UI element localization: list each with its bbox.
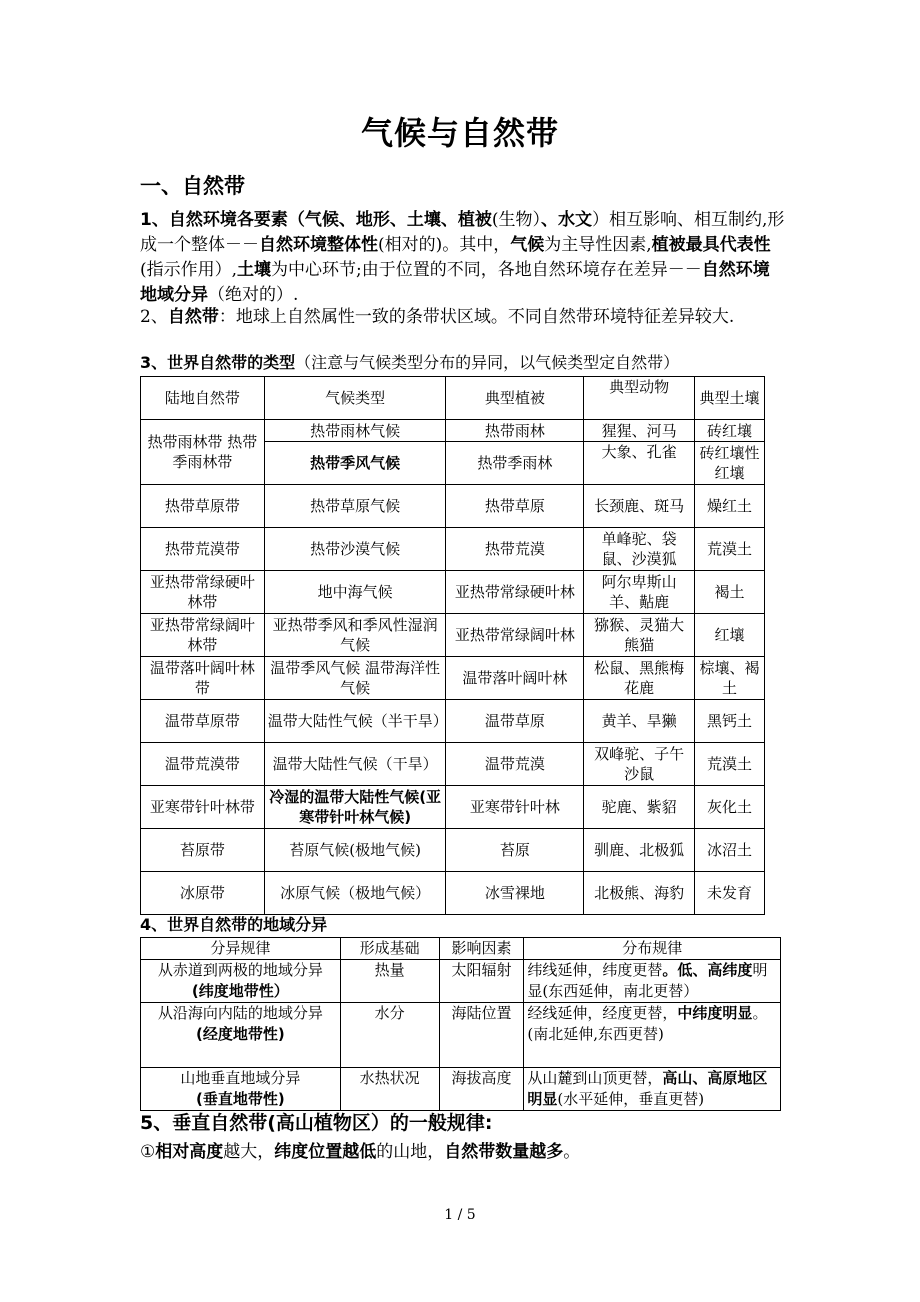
cell: 黑钙土 (695, 700, 765, 743)
natural-zones-table (140, 376, 765, 915)
cell: 温带大陆性气候（干旱） (264, 743, 446, 786)
cell: 松鼠、黑熊梅花鹿 (584, 657, 695, 700)
page-title: 气候与自然带 (360, 114, 559, 152)
cell: 猩猩、河马 (584, 420, 695, 442)
p1-n: （绝对的）. (208, 285, 299, 305)
p1-m: 自然环境地域分异 (140, 260, 770, 305)
rule-text: 从赤道到两极的地域分异 (157, 961, 323, 979)
header-cell: 典型土壤 (695, 377, 765, 420)
rule-bold-text: (垂直地带性) (195, 1090, 285, 1108)
cell: 亚热带常绿硬叶林 (446, 571, 584, 614)
cell: 阿尔卑斯山羊、黇鹿 (584, 571, 695, 614)
table-1-caption (140, 353, 679, 373)
rule-bold-text: (经度地带性) (195, 1025, 285, 1043)
cell: 冰原带 (141, 872, 265, 915)
p1-b: (生物） (491, 210, 541, 230)
cell: 驯鹿、北极狐 (584, 829, 695, 872)
header-cell: 分异规律 (141, 938, 341, 960)
cell: 温带大陆性气候（半干旱） (264, 700, 446, 743)
section-1-heading: 一、自然带 (140, 174, 245, 198)
header-cell: 形成基础 (340, 938, 439, 960)
table-row (141, 571, 765, 614)
cell: 亚寒带针叶林带 (141, 786, 265, 829)
cell: 热带草原气候 (264, 485, 446, 528)
cell: 长颈鹿、斑马 (584, 485, 695, 528)
p1-c: 、水文 (540, 210, 592, 230)
table-row (141, 1003, 781, 1068)
cell: 黄羊、旱獭 (584, 700, 695, 743)
cell: 冰原气候（极地气候） (264, 872, 446, 915)
cell: 冰沼土 (695, 829, 765, 872)
cell: 热量 (340, 960, 439, 1003)
dist-c: 。 (752, 1004, 768, 1022)
rule1-e: 的山地， (376, 1142, 445, 1162)
cell (141, 960, 341, 1003)
dist-b: 中纬度明显 (677, 1004, 753, 1022)
dist-c: 明显(东西延伸，南北更替） (527, 961, 768, 1000)
t2-caption-text: 4、世界自然带的地域分异 (140, 915, 328, 934)
p1-f: (相对的)。其中， (378, 235, 511, 255)
dist-c: (水平延伸，垂直更替) (557, 1090, 705, 1108)
cell: 热带季雨林 (446, 442, 584, 485)
p1-j: (指示作用）, (140, 260, 238, 280)
rule1-d: 纬度位置越低 (274, 1142, 377, 1162)
p2-b: 自然带 (167, 307, 219, 327)
paragraph-2 (140, 305, 785, 330)
table-row (141, 485, 765, 528)
cell: 驼鹿、紫貂 (584, 786, 695, 829)
cell: 灰化土 (695, 786, 765, 829)
p1-i: 植被最具代表性 (651, 235, 771, 255)
cell: 单峰驼、袋鼠、沙漠狐 (584, 528, 695, 571)
rule1-c: 越大， (223, 1142, 275, 1162)
cell (524, 1003, 781, 1068)
cell: 温带草原带 (141, 700, 265, 743)
cell: 冰雪裸地 (446, 872, 584, 915)
cell: 大象、孔雀 (584, 442, 695, 485)
cell: 苔原 (446, 829, 584, 872)
cell: 海拔高度 (439, 1068, 524, 1111)
cell: 温带荒漠带 (141, 743, 265, 786)
header-cell: 影响因素 (439, 938, 524, 960)
table-row (141, 614, 765, 657)
cell (141, 1068, 341, 1111)
cell: 荒漠土 (695, 743, 765, 786)
header-cell: 陆地自然带 (141, 377, 265, 420)
dist-a: 纬线延伸，纬度更替 (527, 961, 663, 979)
table-row (141, 420, 765, 442)
cell-bold-text: 热带季风气候 (310, 454, 401, 472)
table-2-caption (140, 915, 327, 935)
cell: 褐土 (695, 571, 765, 614)
cell: 热带雨林 (446, 420, 584, 442)
t1-caption-a: 3、世界自然带的类型 (140, 353, 296, 372)
p1-l: 为中心环节;由于位置的不同，各地自然环境存在差异－－ (271, 260, 702, 280)
cell: 红壤 (695, 614, 765, 657)
cell: 热带荒漠 (446, 528, 584, 571)
p1-k: 土壤 (237, 260, 272, 280)
cell: 砖红壤 (695, 420, 765, 442)
cell: 荒漠土 (695, 528, 765, 571)
cell: 亚热带常绿阔叶林 (446, 614, 584, 657)
table-row (141, 829, 765, 872)
table-row (141, 700, 765, 743)
header-cell: 典型植被 (446, 377, 584, 420)
cell: 棕壤、褐土 (695, 657, 765, 700)
header-cell: 分布规律 (524, 938, 781, 960)
cell: 苔原气候(极地气候) (264, 829, 446, 872)
rule-text: 从沿海向内陆的地域分异 (157, 1004, 323, 1022)
cell: 地中海气候 (264, 571, 446, 614)
dist-b: 高山、高原地区明显 (527, 1069, 768, 1108)
section-5-heading: 5、垂直自然带(高山植物区）的一般规律: (140, 1112, 493, 1134)
header-cell: 典型动物 (584, 377, 695, 420)
cell: 亚热带常绿阔叶林带 (141, 614, 265, 657)
cell: 热带雨林气候 (264, 420, 446, 442)
p1-d: ）相互影响、相互制约,形成一个整体－－ (140, 210, 785, 255)
p1-e: 自然环境整体性 (259, 235, 378, 255)
cell (141, 1003, 341, 1068)
cell (524, 960, 781, 1003)
p2-a: 2、 (140, 307, 168, 327)
table-row (141, 1068, 781, 1111)
table-row (141, 657, 765, 700)
cell (524, 1068, 781, 1111)
cell: 北极熊、海豹 (584, 872, 695, 915)
p1-a: 1、自然环境各要素（气候、地形、土壤、植被 (140, 210, 492, 230)
cell: 温带荒漠 (446, 743, 584, 786)
t1-caption-b: （注意与气候类型分布的异同，以气候类型定自然带） (295, 353, 680, 372)
table-row (141, 872, 765, 915)
cell: 水分 (340, 1003, 439, 1068)
dist-b: 。低、高纬度 (662, 961, 753, 979)
dist-d: (南北延伸,东西更替) (527, 1025, 664, 1043)
rule1-f: 自然带数量越多 (444, 1142, 564, 1162)
rule1-b: 相对高度 (155, 1142, 224, 1162)
cell: 温带落叶阔叶林 (446, 657, 584, 700)
table-row (141, 528, 765, 571)
table-row (141, 786, 765, 829)
rule-bold-text: (纬度地带性） (191, 982, 289, 1000)
cell: 水热状况 (340, 1068, 439, 1111)
cell: 双峰驼、子午沙鼠 (584, 743, 695, 786)
cell: 亚寒带针叶林 (446, 786, 584, 829)
table-row (141, 960, 781, 1003)
cell: 太阳辐射 (439, 960, 524, 1003)
cell: 热带草原带 (141, 485, 265, 528)
cell (264, 442, 446, 485)
header-cell: 气候类型 (264, 377, 446, 420)
cell: 海陆位置 (439, 1003, 524, 1068)
cell: 未发育 (695, 872, 765, 915)
cell (264, 786, 446, 829)
page-number: 1 / 5 (444, 1207, 476, 1223)
cell: 热带雨林带 热带季雨林带 (141, 420, 265, 485)
dist-a: 从山麓到山顶更替， (527, 1069, 663, 1087)
rule1-a: ① (140, 1142, 156, 1162)
cell: 亚热带季风和季风性湿润气候 (264, 614, 446, 657)
p2-c: ：地球上自然属性一致的条带状区域。不同自然带环境特征差异较大. (218, 307, 735, 327)
rule-text: 山地垂直地域分异 (180, 1069, 301, 1087)
cell: 苔原带 (141, 829, 265, 872)
table-row (141, 743, 765, 786)
dist-a: 经线延伸，经度更替， (527, 1004, 678, 1022)
table-header-row (141, 377, 765, 420)
vertical-zone-rule-1 (140, 1137, 580, 1162)
cell: 温带季风气候 温带海洋性气候 (264, 657, 446, 700)
zonal-differentiation-table (140, 937, 781, 1111)
p1-g: 气候 (510, 235, 545, 255)
cell: 燥红土 (695, 485, 765, 528)
cell: 温带草原 (446, 700, 584, 743)
rule1-g: 。 (563, 1142, 581, 1162)
cell: 温带落叶阔叶林带 (141, 657, 265, 700)
cell: 热带荒漠带 (141, 528, 265, 571)
cell: 热带沙漠气候 (264, 528, 446, 571)
cell-bold-text: 冷湿的温带大陆性气候(亚寒带针叶林气候) (269, 788, 442, 826)
paragraph-1 (140, 208, 785, 308)
cell: 猕猴、灵猫大熊猫 (584, 614, 695, 657)
p1-h: 为主导性因素, (544, 235, 652, 255)
cell: 热带草原 (446, 485, 584, 528)
cell: 砖红壤性红壤 (695, 442, 765, 485)
cell: 亚热带常绿硬叶林带 (141, 571, 265, 614)
table-header-row (141, 938, 781, 960)
